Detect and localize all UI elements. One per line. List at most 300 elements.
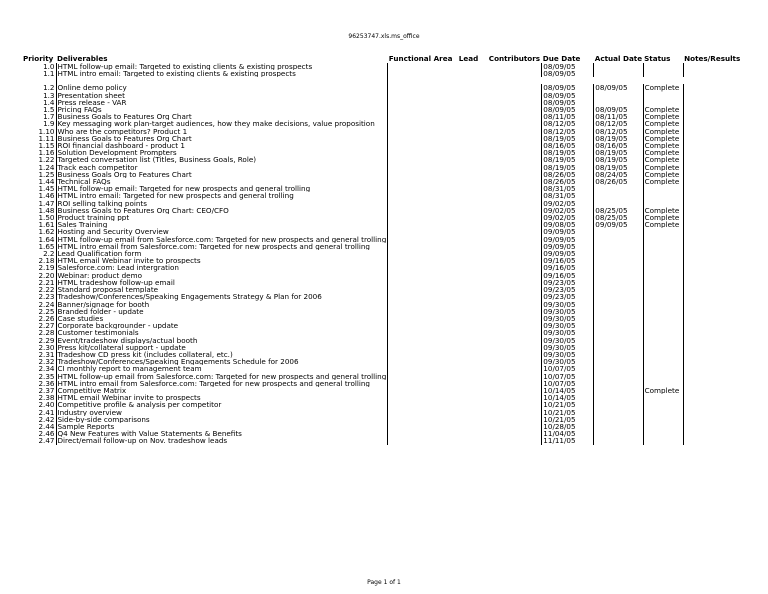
actual-date-cell (594, 257, 643, 264)
notes-cell (683, 301, 747, 308)
status-cell (643, 243, 683, 250)
status-cell (643, 257, 683, 264)
priority-cell: 1.64 (38, 235, 55, 243)
actual-date-cell (594, 373, 643, 380)
due-date-cell: 08/12/05 (542, 120, 594, 127)
status-cell (643, 293, 683, 300)
deliverable-cell: ROI financial dashboard - product 1 (56, 142, 388, 149)
lead-cell (458, 394, 488, 401)
lead-cell (458, 128, 488, 135)
actual-date-cell (594, 437, 643, 444)
functional-area-cell (388, 437, 458, 444)
functional-area-cell (388, 164, 458, 171)
functional-area-cell (388, 236, 458, 243)
actual-date-cell: 08/25/05 (594, 214, 643, 221)
table-row (22, 387, 747, 394)
priority-cell: 1.25 (38, 170, 55, 179)
functional-area-cell (388, 301, 458, 308)
spacer-row (22, 77, 747, 84)
table-row (22, 128, 747, 135)
table-row (22, 156, 747, 163)
due-date-cell: 09/09/05 (542, 228, 594, 235)
functional-area-cell (388, 394, 458, 401)
due-date-cell: 09/30/05 (542, 322, 594, 329)
header-contributors: Contributors (488, 55, 541, 63)
actual-date-cell (594, 365, 643, 372)
status-cell (643, 380, 683, 387)
functional-area-cell (388, 250, 458, 257)
header-notes: Notes/Results (684, 55, 741, 63)
priority-cell: 2.18 (38, 257, 55, 265)
notes-cell (683, 135, 747, 142)
contributors-cell (488, 257, 542, 264)
status-cell (643, 272, 683, 279)
status-cell: Complete (643, 120, 683, 127)
deliverable-cell: Online demo policy (56, 84, 388, 91)
functional-area-cell (388, 113, 458, 120)
contributors-cell (488, 351, 542, 358)
table-row (22, 243, 747, 250)
status-cell: Complete (643, 214, 683, 221)
lead-cell (458, 120, 488, 127)
notes-cell (683, 228, 747, 235)
deliverable-cell: HTML follow-up email from Salesforce.com: Targeted for new prospects and general trolling (57, 372, 387, 380)
due-date-cell: 09/30/05 (542, 344, 594, 351)
status-cell: Complete (643, 178, 683, 185)
actual-date-cell: 08/25/05 (594, 207, 643, 214)
contributors-cell (488, 423, 542, 430)
deliverable-cell: HTML follow-up email: Targeted for new prospects and general trolling (56, 185, 388, 192)
deliverable-cell: Side-by-side comparisons (56, 416, 388, 423)
contributors-cell (488, 401, 542, 408)
contributors-cell (488, 221, 542, 228)
status-cell (643, 236, 683, 243)
status-cell (643, 351, 683, 358)
lead-cell (458, 207, 488, 214)
table-row (22, 380, 747, 387)
spacer-cell (643, 77, 683, 84)
priority-cell: 2.38 (38, 394, 55, 402)
table-row (22, 293, 747, 300)
priority-cell: 2.30 (38, 343, 55, 351)
table-row (22, 214, 747, 221)
lead-cell (458, 70, 488, 77)
contributors-cell (488, 135, 542, 142)
actual-date-cell: 09/09/05 (594, 221, 643, 228)
notes-cell (683, 373, 747, 380)
priority-cell: 2.40 (38, 401, 55, 409)
table-row (22, 301, 747, 308)
functional-area-cell (388, 70, 458, 77)
priority-cell: 2.35 (38, 372, 55, 380)
due-date-cell: 10/21/05 (542, 401, 594, 408)
priority-cell: 1.9 (43, 120, 55, 128)
actual-date-cell (594, 344, 643, 351)
deliverable-cell: Industry overview (56, 409, 388, 416)
deliverable-cell: Banner/signage for booth (56, 301, 388, 308)
table-row (22, 106, 747, 113)
deliverable-cell: Direct/email follow-up on Nov. tradeshow leads (56, 437, 388, 444)
lead-cell (458, 63, 488, 70)
contributors-cell (488, 373, 542, 380)
due-date-cell: 09/02/05 (542, 214, 594, 221)
due-date-cell: 08/09/05 (542, 70, 594, 77)
priority-cell: 1.10 (38, 127, 55, 135)
contributors-cell (488, 70, 542, 77)
deliverable-cell: HTML email Webinar invite to prospects (56, 394, 388, 401)
notes-cell (683, 344, 747, 351)
functional-area-cell (388, 308, 458, 315)
due-date-cell: 08/09/05 (542, 84, 594, 91)
lead-cell (458, 106, 488, 113)
table-row (22, 164, 747, 171)
deliverable-cell: HTML follow-up email from Salesforce.com: Targeted for new prospects and general trolling (57, 235, 387, 243)
priority-cell: 2.24 (38, 300, 55, 308)
priority-cell: 2.2 (43, 250, 55, 258)
deliverable-cell: Product training ppt (56, 214, 388, 221)
lead-cell (458, 373, 488, 380)
lead-cell (458, 192, 488, 199)
deliverable-cell: HTML tradeshow follow-up email (56, 279, 388, 286)
notes-cell (683, 92, 747, 99)
lead-cell (458, 358, 488, 365)
notes-cell (683, 380, 747, 387)
deliverable-cell: Tradeshow/Conferences/Speaking Engagements Strategy & Plan for 2006 (56, 293, 388, 300)
notes-cell (683, 63, 747, 70)
contributors-cell (488, 192, 542, 199)
notes-cell (683, 315, 747, 322)
deliverable-cell: Press kit/collateral support - update (56, 344, 388, 351)
actual-date-cell: 08/09/05 (594, 84, 643, 91)
actual-date-cell: 08/24/05 (594, 171, 643, 178)
status-cell (643, 437, 683, 444)
header-due-date: Due Date (542, 55, 581, 63)
priority-cell: 2.36 (38, 379, 55, 387)
status-cell (643, 409, 683, 416)
actual-date-cell (594, 387, 643, 394)
status-cell (643, 286, 683, 293)
actual-date-cell: 08/12/05 (594, 120, 643, 127)
deliverable-cell: HTML email Webinar invite to prospects (56, 257, 388, 264)
contributors-cell (488, 84, 542, 91)
functional-area-cell (388, 315, 458, 322)
functional-area-cell (388, 264, 458, 271)
contributors-cell (488, 279, 542, 286)
priority-cell: 2.26 (38, 314, 55, 323)
contributors-cell (488, 113, 542, 120)
lead-cell (458, 257, 488, 264)
table-row (22, 120, 747, 127)
priority-cell: 2.20 (38, 271, 55, 279)
deliverable-cell: Q4 New Features with Value Statements & Benefits (56, 430, 388, 437)
contributors-cell (488, 301, 542, 308)
lead-cell (458, 200, 488, 207)
spacer-cell (22, 77, 56, 84)
actual-date-cell: 08/26/05 (594, 178, 643, 185)
table-row (22, 308, 747, 315)
deliverable-cell: Business Goals to Features Org Chart: CEO/CFO (56, 207, 388, 214)
notes-cell (683, 236, 747, 243)
functional-area-cell (388, 358, 458, 365)
lead-cell (458, 308, 488, 315)
due-date-cell: 09/30/05 (542, 351, 594, 358)
actual-date-cell (594, 430, 643, 437)
due-date-cell: 11/11/05 (542, 437, 594, 444)
notes-cell (683, 178, 747, 185)
notes-cell (683, 264, 747, 271)
notes-cell (683, 200, 747, 207)
table-row (22, 200, 747, 207)
contributors-cell (488, 171, 542, 178)
contributors-cell (488, 409, 542, 416)
functional-area-cell (388, 257, 458, 264)
functional-area-cell (388, 430, 458, 437)
priority-cell: 1.45 (38, 185, 55, 193)
lead-cell (458, 272, 488, 279)
deliverable-cell: Business Goals to Features Org Chart (56, 113, 388, 120)
functional-area-cell (388, 373, 458, 380)
contributors-cell (488, 337, 542, 344)
actual-date-cell: 08/19/05 (594, 149, 643, 156)
status-cell: Complete (643, 156, 683, 163)
notes-cell (683, 401, 747, 408)
spacer-cell (488, 77, 542, 84)
status-cell (643, 228, 683, 235)
lead-cell (458, 329, 488, 336)
notes-cell (683, 106, 747, 113)
lead-cell (458, 315, 488, 322)
table-row (22, 423, 747, 430)
functional-area-cell (388, 214, 458, 221)
notes-cell (683, 257, 747, 264)
actual-date-cell: 08/12/05 (594, 128, 643, 135)
table-row (22, 142, 747, 149)
deliverables-table (22, 55, 747, 445)
status-cell (643, 373, 683, 380)
status-cell (643, 365, 683, 372)
due-date-cell: 09/30/05 (542, 329, 594, 336)
lead-cell (458, 99, 488, 106)
table-row (22, 185, 747, 192)
actual-date-cell (594, 337, 643, 344)
priority-cell: 2.25 (38, 307, 55, 315)
table-row (22, 178, 747, 185)
document-title: 96253747.xls.ms_office (348, 33, 420, 40)
functional-area-cell (388, 365, 458, 372)
functional-area-cell (388, 337, 458, 344)
functional-area-cell (388, 243, 458, 250)
contributors-cell (488, 329, 542, 336)
lead-cell (458, 171, 488, 178)
due-date-cell: 08/12/05 (542, 128, 594, 135)
deliverable-cell: HTML follow-up email: Targeted to existing clients & existing prospects (56, 63, 388, 70)
priority-cell: 2.21 (38, 278, 55, 287)
contributors-cell (488, 286, 542, 293)
contributors-cell (488, 322, 542, 329)
due-date-cell: 09/16/05 (542, 257, 594, 264)
notes-cell (683, 149, 747, 156)
status-cell: Complete (643, 84, 683, 91)
priority-cell: 1.50 (38, 214, 55, 222)
lead-cell (458, 149, 488, 156)
notes-cell (683, 351, 747, 358)
due-date-cell: 09/16/05 (542, 272, 594, 279)
deliverable-cell: Customer testimonials (56, 329, 388, 336)
functional-area-cell (388, 221, 458, 228)
status-cell (643, 250, 683, 257)
lead-cell (458, 228, 488, 235)
lead-cell (458, 236, 488, 243)
notes-cell (683, 214, 747, 221)
table-row (22, 236, 747, 243)
contributors-cell (488, 358, 542, 365)
status-cell (643, 315, 683, 322)
lead-cell (458, 142, 488, 149)
due-date-cell: 10/07/05 (542, 365, 594, 372)
deliverable-cell: Technical FAQs (56, 178, 388, 185)
table-row (22, 430, 747, 437)
deliverable-cell: Targeted conversation list (Titles, Business Goals, Role) (56, 156, 388, 163)
table-row (22, 437, 747, 444)
contributors-cell (488, 394, 542, 401)
actual-date-cell (594, 243, 643, 250)
deliverable-cell: Tradeshow/Conferences/Speaking Engagements Schedule for 2006 (56, 358, 388, 365)
priority-cell: 2.27 (38, 322, 55, 330)
status-cell: Complete (643, 164, 683, 171)
spacer-cell (594, 77, 643, 84)
notes-cell (683, 293, 747, 300)
lead-cell (458, 337, 488, 344)
table-row (22, 286, 747, 293)
functional-area-cell (388, 149, 458, 156)
contributors-cell (488, 264, 542, 271)
notes-cell (683, 192, 747, 199)
deliverable-cell: Business Goals to Features Org Chart (56, 135, 388, 142)
priority-cell: 1.46 (38, 192, 55, 200)
status-cell (643, 322, 683, 329)
contributors-cell (488, 387, 542, 394)
table-row (22, 409, 747, 416)
priority-cell: 1.5 (43, 106, 55, 114)
status-cell: Complete (643, 387, 683, 394)
status-cell (643, 337, 683, 344)
header-deliverables: Deliverables (57, 55, 108, 63)
priority-cell: 1.48 (38, 206, 55, 215)
deliverable-cell: Lead Qualification form (56, 250, 388, 257)
functional-area-cell (388, 200, 458, 207)
functional-area-cell (388, 156, 458, 163)
functional-area-cell (388, 207, 458, 214)
status-cell: Complete (643, 149, 683, 156)
contributors-cell (488, 92, 542, 99)
table-row (22, 192, 747, 199)
contributors-cell (488, 63, 542, 70)
status-cell (643, 308, 683, 315)
due-date-cell: 09/30/05 (542, 315, 594, 322)
table-row (22, 373, 747, 380)
status-cell (643, 70, 683, 77)
deliverable-cell: HTML intro email: Targeted to existing clients & existing prospects (56, 70, 388, 77)
priority-cell: 1.22 (38, 156, 55, 164)
actual-date-cell (594, 264, 643, 271)
priority-cell: 1.3 (43, 91, 55, 99)
notes-cell (683, 286, 747, 293)
deliverable-cell: Competitive Matrix (56, 387, 388, 394)
due-date-cell: 08/31/05 (542, 185, 594, 192)
functional-area-cell (388, 171, 458, 178)
lead-cell (458, 178, 488, 185)
deliverable-cell: Sample Reports (56, 423, 388, 430)
priority-cell: 2.47 (38, 437, 55, 445)
functional-area-cell (388, 351, 458, 358)
status-cell (643, 63, 683, 70)
due-date-cell: 09/16/05 (542, 264, 594, 271)
actual-date-cell (594, 250, 643, 257)
table-row (22, 401, 747, 408)
notes-cell (683, 272, 747, 279)
priority-cell: 1.11 (38, 134, 55, 143)
status-cell (643, 394, 683, 401)
table-row (22, 358, 747, 365)
header-status: Status (644, 55, 671, 63)
actual-date-cell (594, 416, 643, 423)
notes-cell (683, 185, 747, 192)
deliverable-cell: Presentation sheet (56, 92, 388, 99)
priority-cell: 1.16 (38, 149, 55, 157)
status-cell (643, 430, 683, 437)
functional-area-cell (388, 423, 458, 430)
priority-cell: 2.44 (38, 422, 55, 431)
status-cell: Complete (643, 106, 683, 113)
contributors-cell (488, 214, 542, 221)
due-date-cell: 09/09/05 (542, 250, 594, 257)
notes-cell (683, 164, 747, 171)
actual-date-cell (594, 380, 643, 387)
spacer-cell (388, 77, 458, 84)
lead-cell (458, 401, 488, 408)
lead-cell (458, 380, 488, 387)
contributors-cell (488, 365, 542, 372)
deliverable-cell: Tradeshow CD press kit (includes collateral, etc.) (56, 351, 388, 358)
deliverable-cell: Case studies (56, 315, 388, 322)
contributors-cell (488, 120, 542, 127)
notes-cell (683, 423, 747, 430)
table-row (22, 344, 747, 351)
contributors-cell (488, 344, 542, 351)
actual-date-cell: 08/09/05 (594, 106, 643, 113)
status-cell: Complete (643, 135, 683, 142)
contributors-cell (488, 250, 542, 257)
lead-cell (458, 156, 488, 163)
contributors-cell (488, 149, 542, 156)
lead-cell (458, 135, 488, 142)
table-row (22, 257, 747, 264)
table-row (22, 279, 747, 286)
table-row (22, 63, 747, 70)
lead-cell (458, 92, 488, 99)
functional-area-cell (388, 401, 458, 408)
notes-cell (683, 322, 747, 329)
deliverable-cell: HTML intro email from Salesforce.com: Targeted for new prospects and general trolling (56, 243, 388, 250)
actual-date-cell (594, 99, 643, 106)
actual-date-cell (594, 293, 643, 300)
contributors-cell (488, 178, 542, 185)
due-date-cell: 09/30/05 (542, 308, 594, 315)
priority-cell: 1.62 (38, 228, 55, 236)
due-date-cell: 09/08/05 (542, 221, 594, 228)
priority-cell: 2.31 (38, 350, 55, 359)
priority-cell: 1.2 (43, 84, 55, 92)
